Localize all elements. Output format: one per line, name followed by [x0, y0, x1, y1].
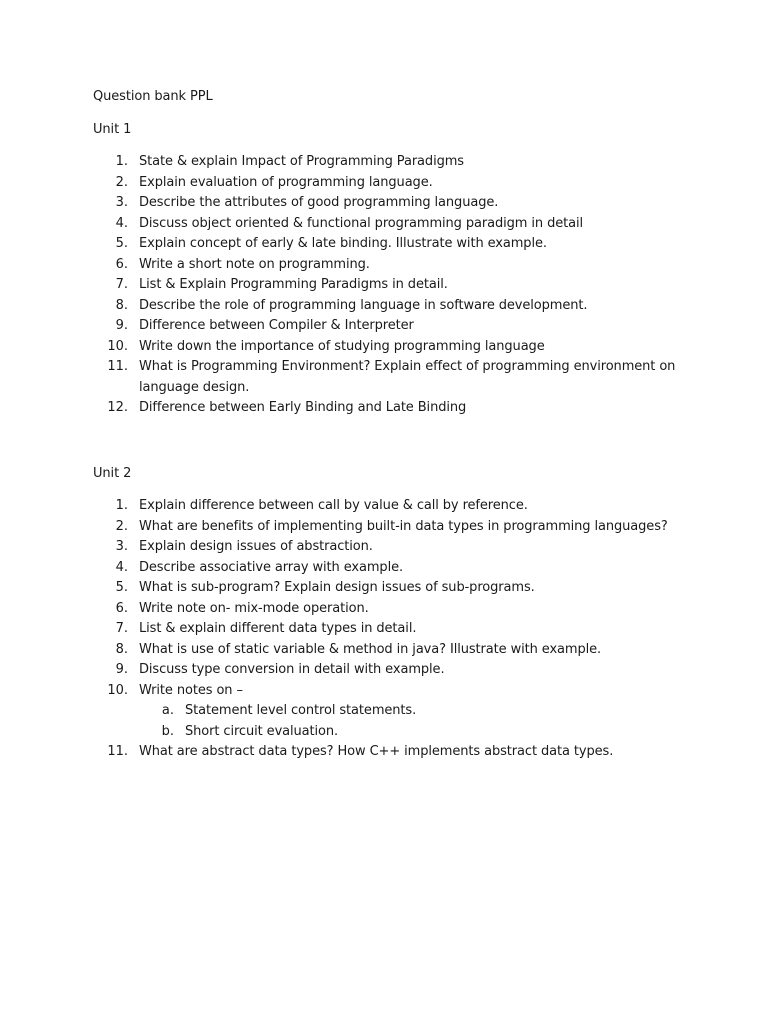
list-item-number: 3.: [115, 539, 128, 554]
list-item: Explain design issues of abstraction.: [139, 539, 373, 554]
list-item: List & explain different data types in detail.: [139, 621, 417, 636]
list-item: Describe associative array with example.: [139, 560, 404, 575]
list-item-number: 1.: [115, 498, 128, 513]
list-item-number: 7.: [115, 621, 128, 636]
list-item-number: 11.: [107, 744, 128, 759]
list-item-number: 9.: [115, 318, 128, 333]
list-item-number: 1.: [115, 154, 128, 169]
list-item: What is Programming Environment? Explain effect of programming environment on: [139, 359, 676, 374]
list-item: What are benefits of implementing built-in data types in programming languages?: [139, 519, 668, 534]
list-item: Write down the importance of studying programming language: [139, 339, 545, 354]
list-item: List & Explain Programming Paradigms in detail.: [139, 277, 448, 292]
list-item: Describe the role of programming language in software development.: [139, 298, 588, 313]
list-item: Write note on- mix-mode operation.: [139, 601, 369, 616]
document-title: Question bank PPL: [93, 89, 213, 104]
list-item: Explain concept of early & late binding. Illustrate with example.: [139, 236, 547, 251]
list-item: What are abstract data types? How C++ implements abstract data types.: [139, 744, 614, 759]
list-item: Difference between Compiler & Interpreter: [139, 318, 414, 333]
unit-2-heading: Unit 2: [93, 466, 132, 481]
list-item-number: 10.: [107, 339, 128, 354]
list-item-number: 10.: [107, 683, 128, 698]
list-item-number: 5.: [115, 236, 128, 251]
list-item-number: 6.: [115, 257, 128, 272]
list-item-number: 2.: [115, 175, 128, 190]
list-item: Write notes on –: [139, 683, 243, 698]
list-item-number: 3.: [115, 195, 128, 210]
sublist-item: Short circuit evaluation.: [185, 724, 339, 739]
list-item-continuation: language design.: [139, 380, 250, 395]
list-item-number: 8.: [115, 642, 128, 657]
list-item-number: 4.: [115, 216, 128, 231]
list-item-number: 12.: [107, 400, 128, 415]
unit-1-heading: Unit 1: [93, 122, 132, 137]
list-item: Describe the attributes of good programming language.: [139, 195, 499, 210]
list-item-number: 7.: [115, 277, 128, 292]
list-item: Explain evaluation of programming language.: [139, 175, 433, 190]
list-item-number: 2.: [115, 519, 128, 534]
list-item: Discuss type conversion in detail with example.: [139, 662, 445, 677]
list-item-number: 4.: [115, 560, 128, 575]
sublist-item-letter: b.: [161, 724, 174, 739]
sublist-item: Statement level control statements.: [185, 703, 417, 718]
list-item: What is use of static variable & method in java? Illustrate with example.: [139, 642, 602, 657]
list-item: What is sub-program? Explain design issues of sub-programs.: [139, 580, 535, 595]
sublist-item-letter: a.: [161, 703, 174, 718]
list-item-number: 11.: [107, 359, 128, 374]
list-item-number: 6.: [115, 601, 128, 616]
list-item: State & explain Impact of Programming Paradigms: [139, 154, 464, 169]
list-item-number: 9.: [115, 662, 128, 677]
list-item: Explain difference between call by value & call by reference.: [139, 498, 528, 513]
list-item-number: 8.: [115, 298, 128, 313]
list-item-number: 5.: [115, 580, 128, 595]
list-item: Difference between Early Binding and Late Binding: [139, 400, 467, 415]
list-item: Discuss object oriented & functional programming paradigm in detail: [139, 216, 584, 231]
list-item: Write a short note on programming.: [139, 257, 370, 272]
